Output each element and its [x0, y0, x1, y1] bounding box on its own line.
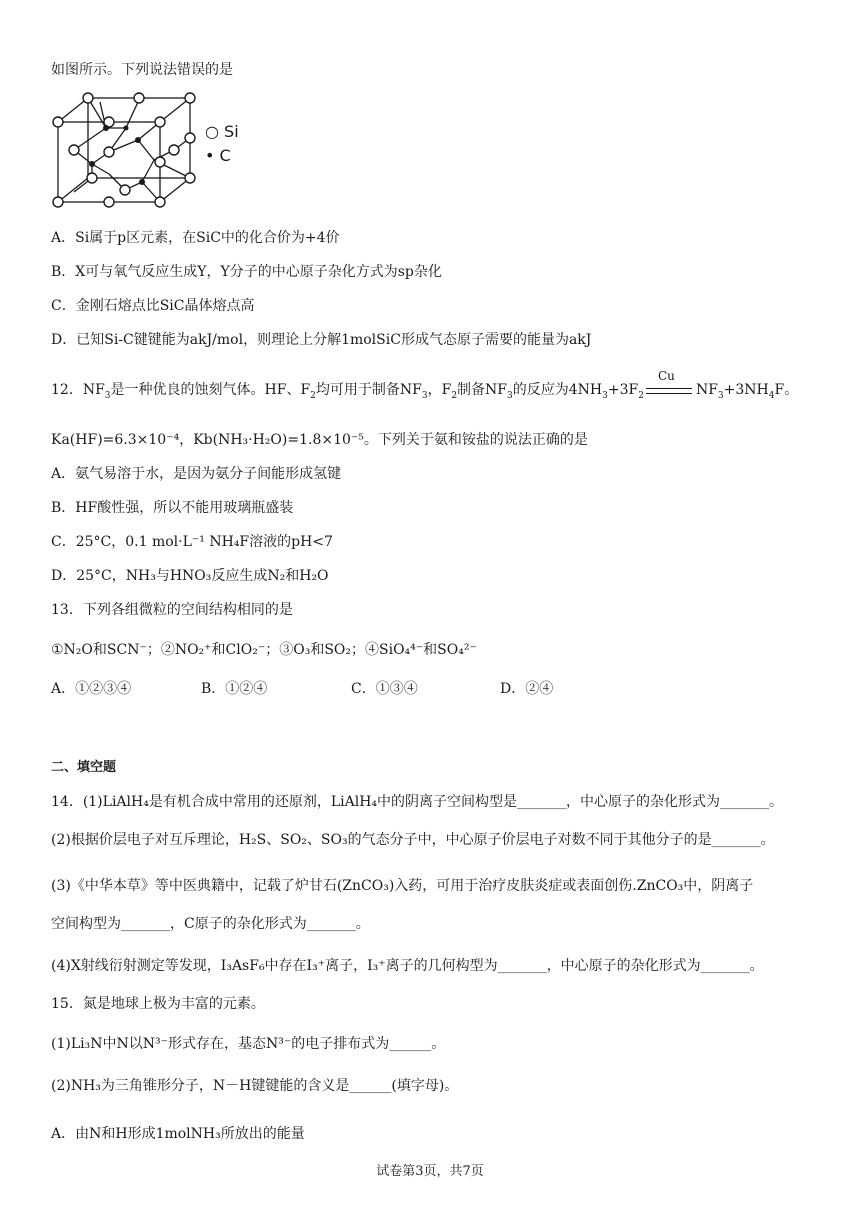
sic-crystal-structure-figure — [48, 88, 248, 214]
q11-option-a: A．Si属于p区元素，在SiC中的化合价为+4价 — [51, 230, 340, 246]
q11-option-c: C．金刚石熔点比SiC晶体熔点高 — [51, 298, 255, 314]
q13-option-b: B．①②④ — [201, 681, 268, 697]
q12-ka-kb-line: Ka(HF)=6.3×10⁻⁴，Kb(NH₃·H₂O)=1.8×10⁻⁵。下列关于氨和铵盐的说法正确的是 — [51, 432, 588, 448]
q11-option-d: D．已知Si-C键键能为akJ/mol，则理论上分解1molSiC形成气态原子需要的能量为akJ — [51, 332, 592, 348]
q12-stem: 12．$NF_3$是一种优良的蚀刻气体。HF、$F_2$均可用于制备$NF_3$，$F_2$制备$NF_3$的反应为$4NH_3+3F_2$ Cu $NF_3+3NH_4F$。 — [51, 380, 798, 400]
legend-si: ○ Si — [205, 122, 239, 141]
q14-part3: (3)《中华本草》等中医典籍中，记载了炉甘石(ZnCO₃)入药，可用于治疗皮肤炎症或表面创伤.ZnCO₃中，阴离子 — [51, 878, 754, 894]
section-heading-fill-in: 二、填空题 — [51, 760, 117, 775]
q12-option-a: A．氨气易溶于水，是因为氨分子间能形成氢键 — [51, 466, 342, 482]
q13-groups: ①N₂O和SCN⁻；②NO₂⁺和ClO₂⁻；③O₃和SO₂；④SiO₄⁴⁻和SO₄²⁻ — [51, 642, 477, 658]
q13-option-a: A．①②③④ — [51, 681, 132, 697]
q13-option-d: D．②④ — [500, 681, 554, 697]
q15-part1: (1)Li₃N中N以N³⁻形式存在，基态N³⁻的电子排布式为______。 — [51, 1036, 446, 1052]
q12-option-b: B．HF酸性强，所以不能用玻璃瓶盛装 — [51, 500, 294, 516]
q15-option-a: A．由N和H形成1molNH₃所放出的能量 — [51, 1126, 305, 1142]
legend-c: • C — [205, 146, 231, 165]
q13-stem: 13．下列各组微粒的空间结构相同的是 — [51, 602, 293, 618]
q12-option-c: C．25°C，0.1 mol·L⁻¹ NH₄F溶液的pH<7 — [51, 534, 333, 550]
q11-option-b: B．X可与氧气反应生成Y，Y分子的中心原子杂化方式为sp杂化 — [51, 264, 442, 280]
reaction-catalyst-arrow — [644, 369, 696, 400]
q12-option-d: D．25°C，NH₃与HNO₃反应生成N₂和H₂O — [51, 568, 329, 584]
question-intro: 如图所示。下列说法错误的是 — [51, 62, 233, 78]
q14-part2: (2)根据价层电子对互斥理论，H₂S、SO₂、SO₃的气态分子中，中心原子价层电子对数不同于其他分子的是_______。 — [51, 832, 775, 848]
q13-option-c: C．①③④ — [351, 681, 418, 697]
q15-stem: 15．氮是地球上极为丰富的元素。 — [51, 996, 265, 1012]
catalyst-label: Cu — [657, 369, 675, 383]
figure-legend — [205, 120, 239, 168]
q14-part1: 14．(1)LiAlH₄是有机合成中常用的还原剂，LiAlH₄中的阴离子空间构型是_______，中心原子的杂化形式为_______。 — [51, 794, 784, 810]
q14-part4: (4)X射线衍射测定等发现，I₃AsF₆中存在I₃⁺离子，I₃⁺离子的几何构型为_______，中心原子的杂化形式为_______。 — [51, 958, 764, 974]
page-footer: 试卷第3页，共7页 — [376, 1164, 484, 1179]
q15-part2: (2)NH₃为三角锥形分子，N－H键键能的含义是______(填字母)。 — [51, 1078, 459, 1094]
q14-part3-cont: 空间构型为_______，C原子的杂化形式为_______。 — [51, 916, 370, 932]
